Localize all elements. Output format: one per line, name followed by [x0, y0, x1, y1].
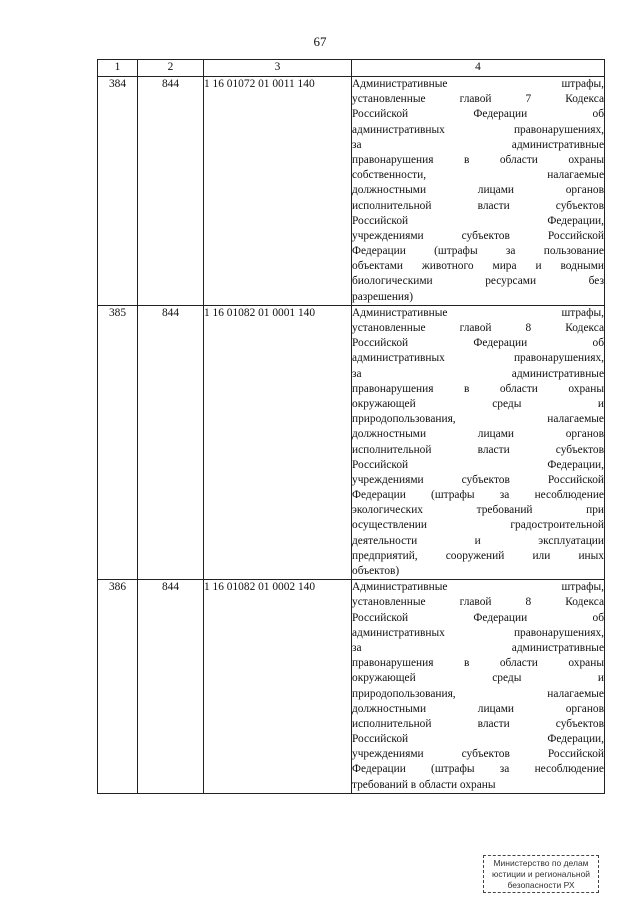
description-line: экологических требований при [352, 504, 604, 517]
page-number: 67 [313, 34, 327, 49]
description-line: объектами животного мира и водными [352, 260, 604, 273]
table-row [98, 580, 605, 794]
description-line: Российской Федерации об [352, 108, 604, 121]
row-number-cell: 384 [98, 77, 138, 306]
description-line: Российской Федерации об [352, 337, 604, 350]
description-line: учреждениями субъектов Российской [352, 473, 604, 486]
ministry-stamp [483, 855, 599, 893]
stamp-line: безопасности РХ [507, 880, 575, 890]
budget-code-cell: 1 16 01082 01 0001 140 [204, 305, 352, 579]
description-line: исполнительной власти субъектов [352, 443, 604, 456]
description-line: правонарушения в области охраны [352, 382, 604, 395]
description-line: объектов) [352, 565, 400, 577]
description-line: Административные штрафы, [352, 306, 604, 319]
description-line: Российской Федерации, [352, 733, 604, 746]
description-line: природопользования, налагаемые [352, 413, 604, 426]
description-line: установленные главой 8 Кодекса [352, 596, 604, 609]
stamp-line: юстиции и региональной [491, 869, 591, 879]
description-line: должностными лицами органов [352, 428, 604, 441]
description-line: должностными лицами органов [352, 702, 604, 715]
column-header-1: 1 [98, 60, 138, 77]
table-row [98, 305, 605, 579]
description-line: учреждениями субъектов Российской [352, 229, 604, 242]
description-line: за административные [352, 367, 604, 380]
description-line: природопользования, налагаемые [352, 687, 604, 700]
description-line: административных правонарушениях, [352, 626, 604, 639]
description-line: Административные штрафы, [352, 581, 604, 594]
description-line: установленные главой 8 Кодекса [352, 322, 604, 334]
description-line: административных правонарушениях, [352, 123, 604, 136]
description-cell [352, 77, 605, 306]
description-line: должностными лицами органов [352, 184, 604, 197]
description-line: Федерации (штрафы за пользование [352, 245, 604, 258]
description-line: собственности, налагаемые [352, 169, 604, 182]
description-line: биологическими ресурсами без [352, 275, 604, 288]
description-line: исполнительной власти субъектов [352, 717, 604, 730]
table-row [98, 77, 605, 306]
description-line: правонарушения в области охраны [352, 657, 604, 670]
table-body [98, 77, 605, 794]
description-line: установленные главой 7 Кодекса [352, 93, 604, 106]
budget-code-cell: 1 16 01072 01 0011 140 [204, 77, 352, 306]
description-line: требований в области охраны [352, 778, 496, 791]
table-header-row [98, 60, 605, 77]
description-line: исполнительной власти субъектов [352, 199, 604, 212]
row-number-cell: 386 [98, 580, 138, 794]
budget-code-table [97, 59, 605, 794]
stamp-line: Министерство по делам [493, 858, 589, 868]
description-line: Российской Федерации, [352, 458, 604, 471]
description-line: за административные [352, 641, 604, 654]
budget-code-cell: 1 16 01082 01 0002 140 [204, 580, 352, 794]
admin-code-cell: 844 [138, 305, 204, 579]
column-header-4: 4 [352, 60, 605, 77]
description-line: Административные штрафы, [352, 78, 604, 90]
description-line: за административные [352, 138, 604, 151]
admin-code-cell: 844 [138, 580, 204, 794]
column-header-3: 3 [204, 60, 352, 77]
description-cell [352, 580, 605, 794]
column-header-2: 2 [138, 60, 204, 77]
description-line: правонарушения в области охраны [352, 153, 604, 166]
description-line: Федерации (штрафы за несоблюдение [352, 489, 604, 502]
admin-code-cell: 844 [138, 77, 204, 306]
description-line: предприятий, сооружений или иных [352, 549, 604, 562]
description-line: административных правонарушениях, [352, 352, 604, 365]
description-line: Российской Федерации, [352, 214, 604, 227]
description-line: деятельности и эксплуатации [352, 534, 604, 547]
description-line: осуществлении градостроительной [352, 519, 604, 532]
description-line: Российской Федерации об [352, 611, 604, 624]
description-line: Федерации (штрафы за несоблюдение [352, 763, 604, 776]
row-number-cell: 385 [98, 305, 138, 579]
description-line: учреждениями субъектов Российской [352, 748, 604, 761]
description-line: окружающей среды и [352, 672, 604, 685]
description-cell [352, 305, 605, 579]
description-line: разрешения) [352, 290, 414, 303]
description-line: окружающей среды и [352, 397, 604, 410]
